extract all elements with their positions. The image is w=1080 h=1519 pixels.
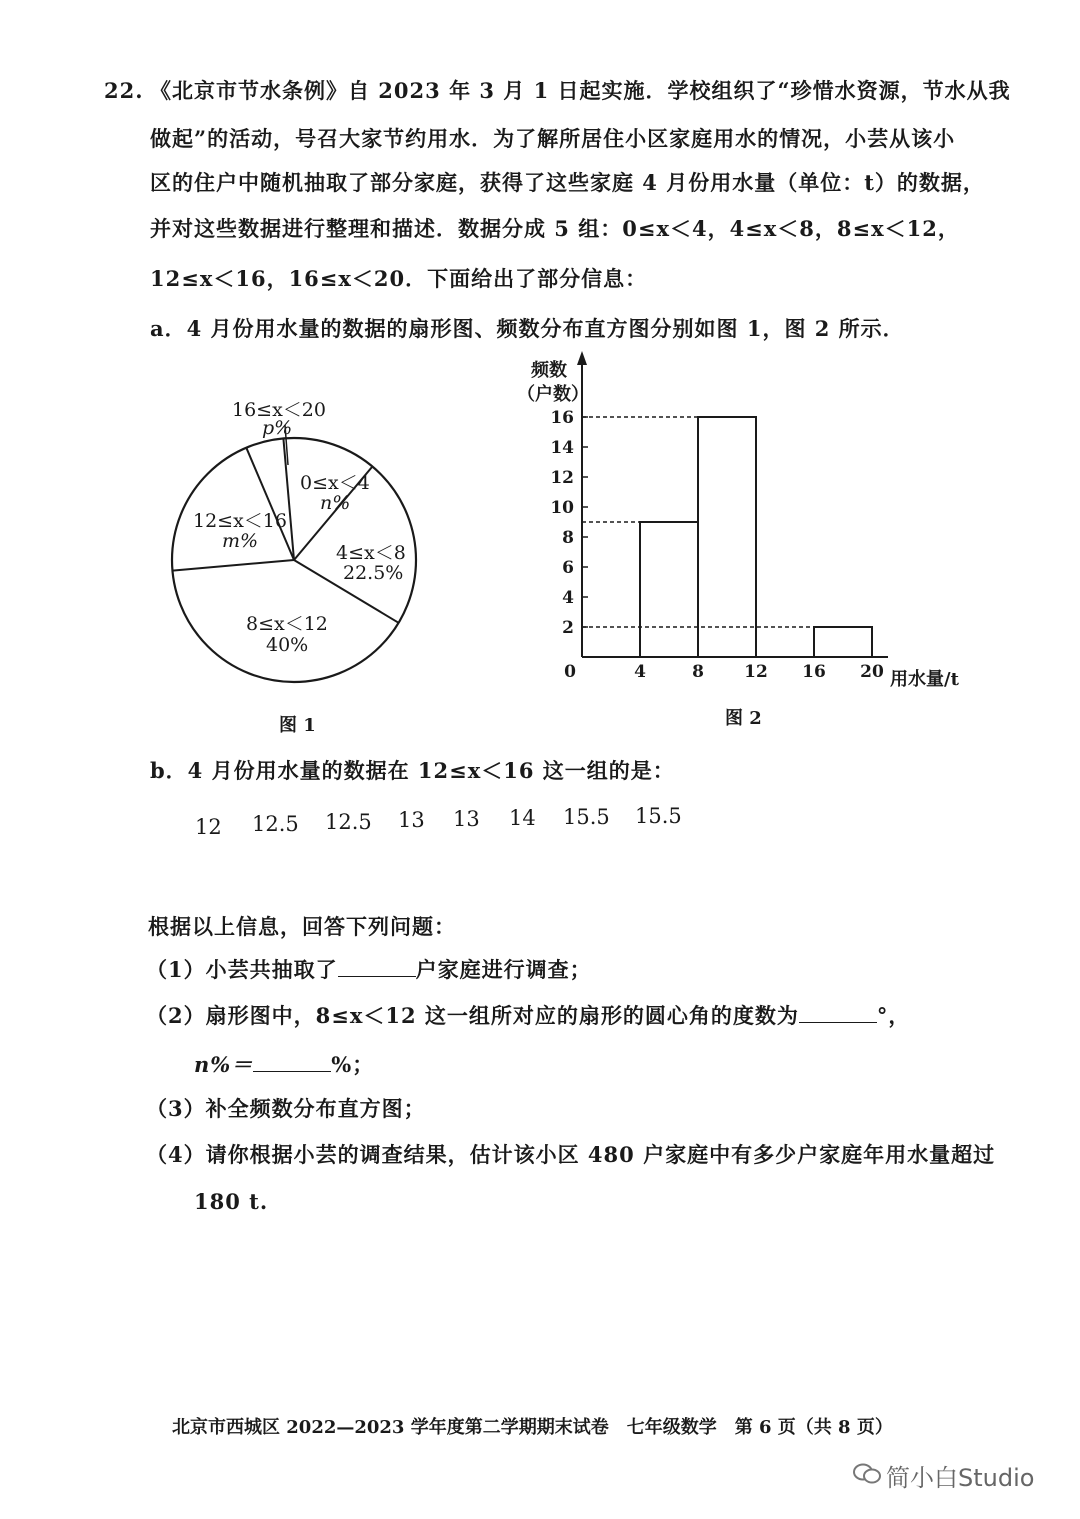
hist-xlabel: 用水量/t <box>890 669 959 690</box>
y-tick-label-16: 16 <box>550 408 574 428</box>
question-line-1: 《北京市节水条例》自 2023 年 3 月 1 日起实施．学校组织了“珍惜水资源，节水从我 <box>150 78 1011 103</box>
y-axis-arrow <box>577 351 587 365</box>
x-tick-label-12: 12 <box>744 662 768 682</box>
pie-range-16-20: 16≤x＜20 <box>232 399 326 421</box>
pie-range-4-8: 4≤x＜8 <box>336 542 406 564</box>
watermark: 简小白Studio <box>886 1464 1035 1492</box>
bar-8-12 <box>698 417 756 657</box>
wechat-icon <box>852 1462 882 1490</box>
question-2-n <box>194 1050 374 1080</box>
question-4: （4）请你根据小芸的调查结果，估计该小区 480 户家庭中有多少户家庭年用水量超过 <box>146 1142 996 1167</box>
answer-blank-3[interactable] <box>253 1051 331 1072</box>
y-tick-label-6: 6 <box>562 558 574 578</box>
y-tick-label-8: 8 <box>562 528 574 548</box>
pie-label-12-16: m% <box>222 530 259 552</box>
questions-intro: 根据以上信息，回答下列问题： <box>148 914 456 939</box>
x-tick-label-8: 8 <box>692 662 704 682</box>
y-tick-label-12: 12 <box>550 468 574 488</box>
question-2 <box>146 1001 910 1031</box>
pie-label-4-8: 22.5% <box>343 562 404 584</box>
hist-ylabel-line1: 频数 <box>531 360 567 381</box>
b-value-3: 12.5 <box>325 810 372 834</box>
pie-label-16-20: p% <box>262 417 293 439</box>
pie-range-8-12: 8≤x＜12 <box>246 613 328 635</box>
bar-4-8 <box>640 522 698 657</box>
pie-range-0-4: 0≤x＜4 <box>300 472 370 494</box>
question-2-text-d: %； <box>331 1052 375 1077</box>
question-2-text-a: （2）扇形图中，8≤x＜12 这一组所对应的扇形的圆心角的度数为 <box>146 1003 799 1028</box>
answer-blank-1[interactable] <box>338 956 416 977</box>
answer-blank-2[interactable] <box>799 1002 877 1023</box>
bar-16-20 <box>814 627 872 657</box>
question-line-5: 12≤x＜16，16≤x＜20．下面给出了部分信息： <box>150 266 648 291</box>
question-4-continued: 180 t. <box>194 1189 269 1214</box>
y-tick-label-10: 10 <box>550 498 574 518</box>
part-b-text: b．4 月份用水量的数据在 12≤x＜16 这一组的是： <box>150 758 675 783</box>
pie-boundary-4 <box>173 560 295 571</box>
part-a-text: a．4 月份用水量的数据的扇形图、频数分布直方图分别如图 1，图 2 所示． <box>150 316 905 341</box>
figure-1-caption: 图 1 <box>279 715 316 736</box>
figure-2-caption: 图 2 <box>725 708 762 729</box>
question-2-text-b: °， <box>876 1003 911 1028</box>
b-value-6: 14 <box>509 806 536 830</box>
b-value-4: 13 <box>398 808 425 832</box>
b-value-7: 15.5 <box>563 805 610 829</box>
y-tick-label-14: 14 <box>550 438 574 458</box>
b-value-2: 12.5 <box>252 812 299 836</box>
question-line-4: 并对这些数据进行整理和描述．数据分成 5 组：0≤x＜4，4≤x＜8，8≤x＜12， <box>150 216 960 241</box>
pie-label-0-4: n% <box>320 492 351 514</box>
page-footer: 北京市西城区 2022—2023 学年度第二学期期末试卷 七年级数学 第 6 页（共 8 页） <box>172 1417 893 1438</box>
question-3: （3）补全频数分布直方图； <box>146 1096 426 1121</box>
pie-label-8-12: 40% <box>266 634 309 656</box>
pie-boundary-1 <box>283 439 294 561</box>
hist-ylabel-line2: （户数） <box>517 384 589 405</box>
y-tick-label-4: 4 <box>562 588 574 608</box>
question-line-3: 区的住户中随机抽取了部分家庭，获得了这些家庭 4 月份用水量（单位：t）的数据， <box>150 170 985 195</box>
x-tick-label-20: 20 <box>860 662 884 682</box>
question-1 <box>146 955 592 985</box>
pie-range-12-16: 12≤x＜16 <box>193 510 287 532</box>
b-value-5: 13 <box>453 807 480 831</box>
question-number: 22. <box>104 78 144 103</box>
b-value-1: 12 <box>195 815 222 839</box>
x-tick-label-4: 4 <box>634 662 646 682</box>
b-value-8: 15.5 <box>635 804 682 828</box>
y-tick-label-2: 2 <box>562 618 574 638</box>
x-tick-label-0: 0 <box>564 662 576 682</box>
question-1-text-b: 户家庭进行调查； <box>415 957 592 982</box>
question-line-2: 做起”的活动，号召大家节约用水．为了解所居住小区家庭用水的情况，小芸从该小 <box>150 126 956 151</box>
question-2-text-c: n%＝ <box>194 1052 254 1077</box>
question-1-text-a: （1）小芸共抽取了 <box>146 957 338 982</box>
pie-chart <box>160 385 450 705</box>
x-tick-label-16: 16 <box>802 662 826 682</box>
